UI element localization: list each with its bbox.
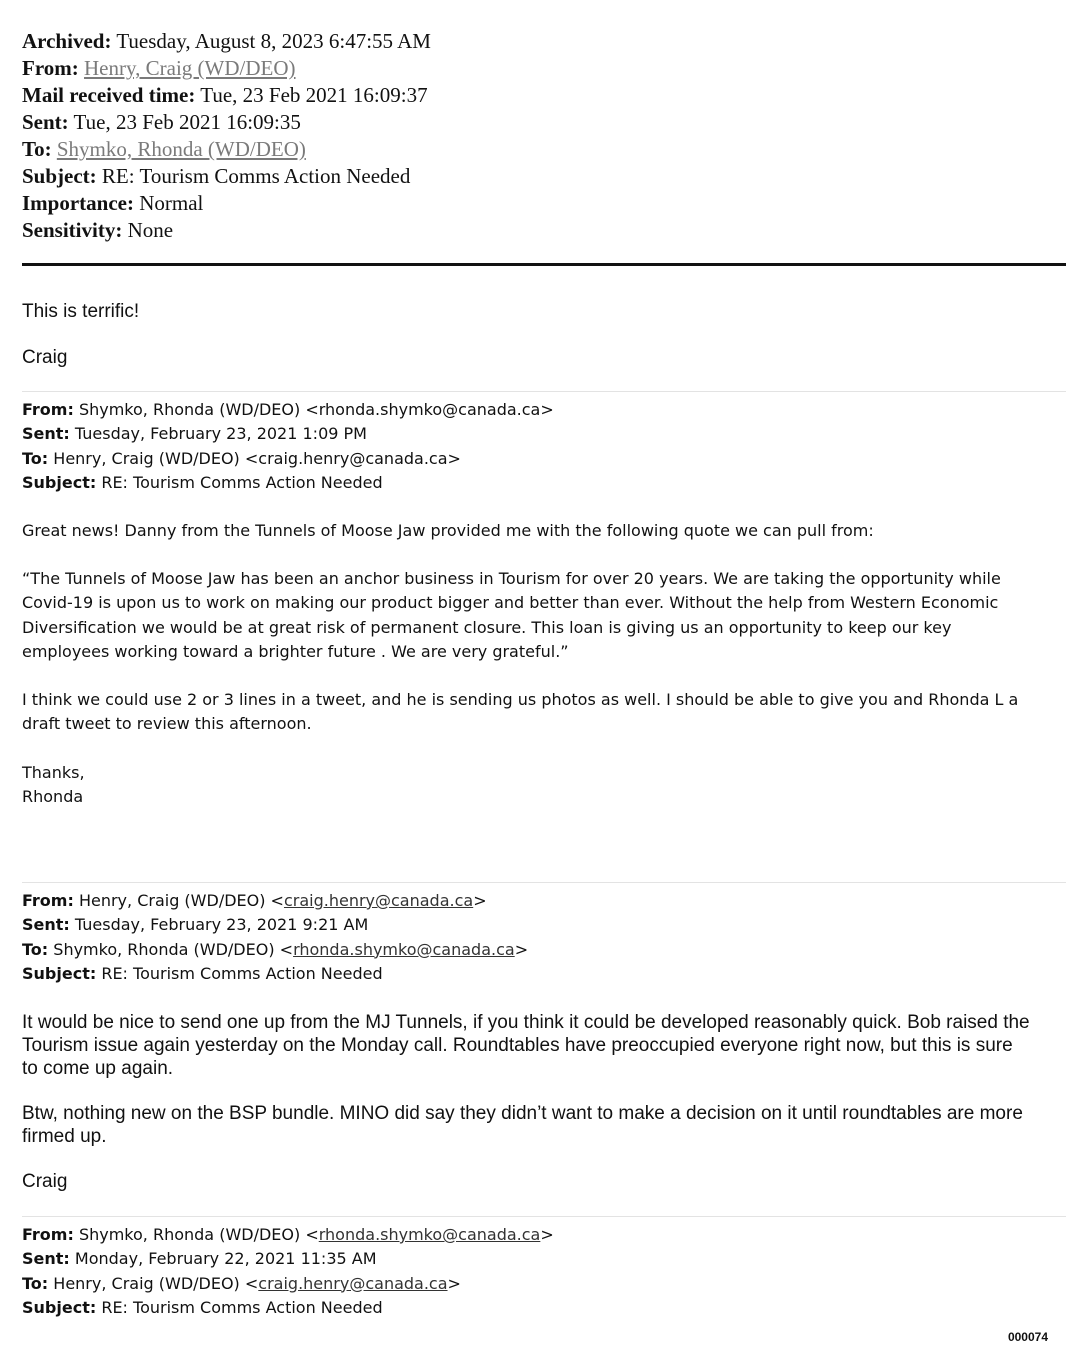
sensitivity-label: Sensitivity: <box>22 218 123 242</box>
msg1-from-row <box>22 398 554 422</box>
msg2-paragraph-line: firmed up. <box>22 1126 107 1147</box>
msg1-subject-row <box>22 471 554 495</box>
msg1-from-label: From: <box>22 400 74 419</box>
msg2-paragraph-line: It would be nice to send one up from the MJ Tunnels, if you think it could be developed reasonably quick. Bob raised the <box>22 1012 1030 1033</box>
msg2-to-label: To: <box>22 939 49 959</box>
msg1-closing <box>22 761 85 810</box>
msg2-to-email-link[interactable]: rhonda.shymko@canada.ca <box>293 939 515 959</box>
msg2-from-row <box>22 889 528 913</box>
from-row <box>22 55 431 82</box>
msg1-to-label: To: <box>22 448 49 468</box>
msg2-sent: Tuesday, February 23, 2021 9:21 AM <box>74 915 369 935</box>
subject-value: RE: Tourism Comms Action Needed <box>101 164 411 188</box>
msg3-subject: RE: Tourism Comms Action Needed <box>101 1297 383 1317</box>
msg1-header <box>22 398 554 495</box>
sensitivity-row <box>22 217 431 244</box>
sent-value: Tue, 23 Feb 2021 16:09:35 <box>73 110 301 134</box>
archived-label: Archived: <box>22 29 112 53</box>
page-number: 000074 <box>1007 1330 1048 1344</box>
archive-header <box>22 28 431 244</box>
msg2-paragraph-2 <box>22 1102 1023 1148</box>
msg1-paragraph-line: draft tweet to review this afternoon. <box>22 714 312 734</box>
msg2-sent-row <box>22 913 528 937</box>
msg3-subject-label: Subject: <box>22 1297 97 1317</box>
sent-label: Sent: <box>22 110 69 134</box>
msg1-sent-label: Sent: <box>22 424 70 444</box>
msg2-from-name: Henry, Craig (WD/DEO) < <box>78 891 284 910</box>
archived-row <box>22 28 431 55</box>
msg2-subject: RE: Tourism Comms Action Needed <box>101 963 383 983</box>
msg1-quote-line: employees working toward a brighter future . We are very grateful.” <box>22 641 569 661</box>
message-divider <box>22 1216 1066 1217</box>
msg1-quote-line: Covid-19 is upon us to work on making our product bigger and better than ever. Without the help from Western Economic <box>22 593 999 613</box>
msg3-to-name: Henry, Craig (WD/DEO) < <box>53 1273 259 1293</box>
msg3-from-close: > <box>540 1225 554 1244</box>
msg1-from: Shymko, Rhonda (WD/DEO) <rhonda.shymko@canada.ca> <box>78 400 554 419</box>
msg1-to: Henry, Craig (WD/DEO) <craig.henry@canada.ca> <box>53 448 461 468</box>
msg1-quote-line: “The Tunnels of Moose Jaw has been an anchor business in Tourism for over 20 years. We are taking the opportunity while <box>22 569 1001 588</box>
msg1-to-row <box>22 447 554 471</box>
msg3-sent-row <box>22 1247 554 1271</box>
msg3-from-label: From: <box>22 1225 74 1244</box>
reply-line: This is terrific! <box>22 301 140 322</box>
msg2-subject-label: Subject: <box>22 963 97 983</box>
sent-row <box>22 109 431 136</box>
subject-row <box>22 163 431 190</box>
msg3-sent-label: Sent: <box>22 1249 70 1269</box>
from-label: From: <box>22 56 79 80</box>
msg2-from-close: > <box>473 891 487 910</box>
importance-value: Normal <box>139 191 204 215</box>
reply-signoff: Craig <box>22 347 68 368</box>
msg2-subject-row <box>22 962 528 986</box>
subject-label: Subject: <box>22 164 97 188</box>
msg3-subject-row <box>22 1296 554 1320</box>
received-value: Tue, 23 Feb 2021 16:09:37 <box>200 83 428 107</box>
msg3-to-email-link[interactable]: craig.henry@canada.ca <box>258 1273 448 1293</box>
msg1-thanks: Thanks, <box>22 763 85 782</box>
msg1-quote <box>22 567 1001 664</box>
to-row <box>22 136 431 163</box>
msg3-to-label: To: <box>22 1273 49 1293</box>
msg1-intro: Great news! Danny from the Tunnels of Moose Jaw provided me with the following quote we can pull from: <box>22 521 874 540</box>
msg2-paragraph-line: Btw, nothing new on the BSP bundle. MINO did say they didn’t want to make a decision on it until roundtables are more <box>22 1103 1023 1124</box>
msg3-sent: Monday, February 22, 2021 11:35 AM <box>74 1249 377 1269</box>
msg2-to-name: Shymko, Rhonda (WD/DEO) < <box>53 939 294 959</box>
received-label: Mail received time: <box>22 83 196 107</box>
message-divider <box>22 882 1066 883</box>
msg2-header <box>22 889 528 986</box>
received-row <box>22 82 431 109</box>
from-link[interactable]: Henry, Craig (WD/DEO) <box>84 56 296 80</box>
msg3-from-name: Shymko, Rhonda (WD/DEO) < <box>78 1225 319 1244</box>
msg2-paragraph-line: to come up again. <box>22 1058 174 1079</box>
msg2-from-email-link[interactable]: craig.henry@canada.ca <box>283 891 474 910</box>
msg3-to-row <box>22 1272 554 1296</box>
msg3-from-email-link[interactable]: rhonda.shymko@canada.ca <box>318 1225 541 1244</box>
msg2-from-label: From: <box>22 891 74 910</box>
msg1-subject-label: Subject: <box>22 472 97 492</box>
message-divider <box>22 391 1066 392</box>
msg2-to-row <box>22 938 528 962</box>
msg2-paragraph-1 <box>22 1011 1030 1080</box>
msg1-paragraph <box>22 688 1018 737</box>
msg1-sent: Tuesday, February 23, 2021 1:09 PM <box>74 424 367 444</box>
msg3-header <box>22 1223 554 1320</box>
msg2-signoff: Craig <box>22 1171 68 1192</box>
msg1-sent-row <box>22 422 554 446</box>
msg3-to-close: > <box>447 1273 461 1293</box>
sensitivity-value: None <box>127 218 174 242</box>
to-link[interactable]: Shymko, Rhonda (WD/DEO) <box>56 137 306 161</box>
msg1-subject: RE: Tourism Comms Action Needed <box>101 472 383 492</box>
msg1-paragraph-line: I think we could use 2 or 3 lines in a tweet, and he is sending us photos as well. I should be able to give you and Rhonda L a <box>22 690 1019 709</box>
to-label: To: <box>22 137 52 161</box>
msg2-sent-label: Sent: <box>22 915 70 935</box>
archived-value: Tuesday, August 8, 2023 6:47:55 AM <box>116 29 431 53</box>
msg2-paragraph-line: Tourism issue again yesterday on the Monday call. Roundtables have preoccupied everyone right now, but this is sure <box>22 1035 1013 1056</box>
importance-row <box>22 190 431 217</box>
msg2-to-close: > <box>514 939 529 959</box>
header-divider <box>22 263 1066 266</box>
importance-label: Importance: <box>22 191 134 215</box>
msg1-signoff: Rhonda <box>22 787 84 807</box>
msg1-quote-line: Diversification we would be at great risk of permanent closure. This loan is giving us an opportunity to keep our key <box>22 617 952 637</box>
msg3-from-row <box>22 1223 554 1247</box>
